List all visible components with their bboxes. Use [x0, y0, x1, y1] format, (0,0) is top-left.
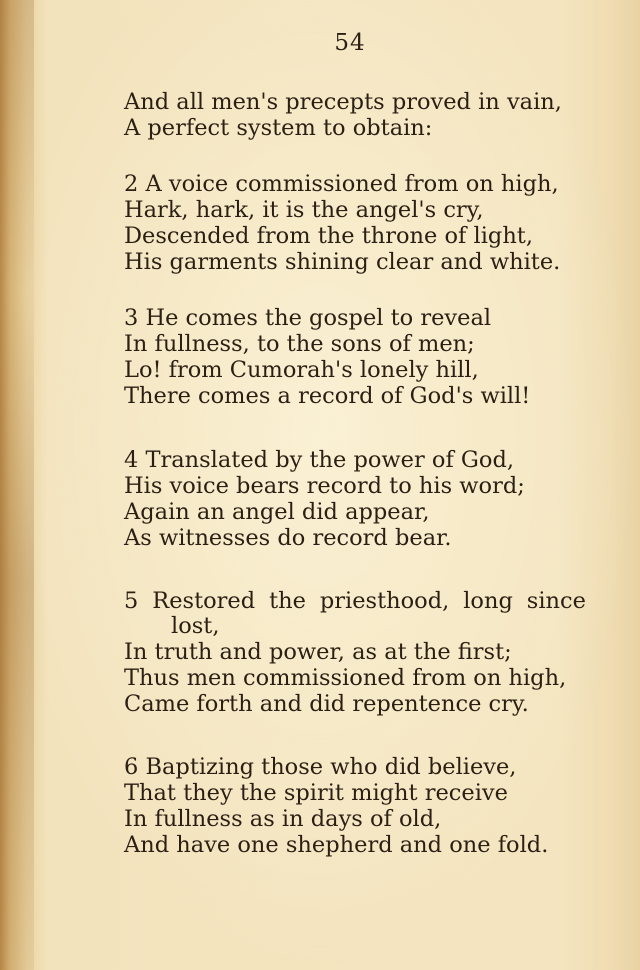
- hymn-line: Came forth and did repentence cry.: [124, 691, 529, 717]
- hymn-line: 2 A voice commissioned from on high,: [124, 171, 559, 197]
- hymn-line: That they the spirit might receive: [124, 780, 508, 806]
- hymn-line: 4 Translated by the power of God,: [124, 447, 515, 473]
- hymn-line: 3 He comes the gospel to reveal: [124, 305, 492, 331]
- hymn-line: Hark, hark, it is the angel's cry,: [124, 197, 484, 223]
- hymn-line: There comes a record of God's will!: [124, 383, 531, 409]
- page-number: 54: [334, 30, 366, 56]
- hymn-line: In truth and power, as at the first;: [124, 639, 512, 665]
- word: the: [269, 588, 306, 614]
- hymn-line: A perfect system to obtain:: [124, 115, 433, 141]
- word: Restored: [152, 588, 256, 614]
- hymn-line: 6 Baptizing those who did believe,: [124, 754, 517, 780]
- word: since: [526, 588, 586, 614]
- hymn-line: His garments shining clear and white.: [124, 249, 561, 275]
- hymn-line: In fullness, to the sons of men;: [124, 331, 475, 357]
- hymn-line: As witnesses do record bear.: [124, 525, 452, 551]
- hymn-line: In fullness as in days of old,: [124, 806, 442, 832]
- word: long: [463, 588, 513, 614]
- hymn-line: Thus men commissioned from on high,: [124, 665, 567, 691]
- word: priesthood,: [319, 588, 450, 614]
- hymn-line: Again an angel did appear,: [124, 499, 430, 525]
- hymn-line-justified: [124, 588, 586, 614]
- hymn-line: Descended from the throne of light,: [124, 223, 533, 249]
- page-edge-stain: [0, 0, 34, 970]
- word: 5: [124, 588, 139, 614]
- hymn-line: And all men's precepts proved in vain,: [124, 89, 562, 115]
- hymn-line: His voice bears record to his word;: [124, 473, 525, 499]
- hymn-line: And have one shepherd and one fold.: [124, 832, 549, 858]
- hymn-line-wrap: lost,: [171, 613, 220, 639]
- hymn-line: Lo! from Cumorah's lonely hill,: [124, 357, 479, 383]
